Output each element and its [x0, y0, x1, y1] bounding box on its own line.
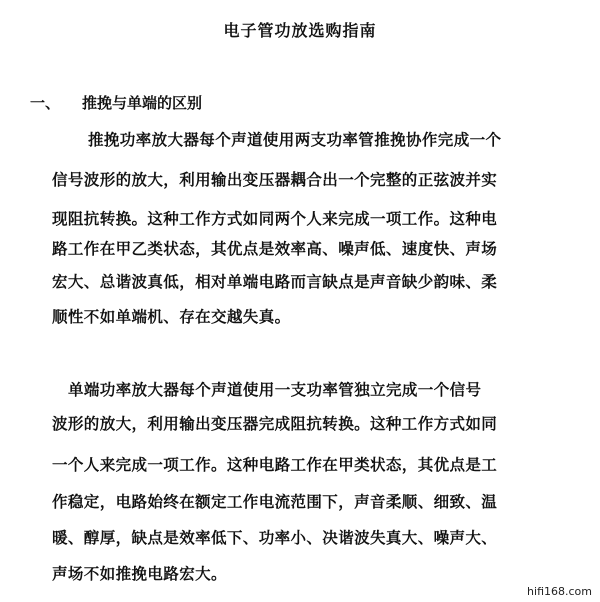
- paragraph-line: 顺性不如单端机、存在交越失真。: [52, 307, 291, 326]
- paragraph-line: 单端功率放大器每个声道使用一支功率管独立完成一个信号: [68, 380, 482, 399]
- paragraph-line: 暖、醇厚，缺点是效率低下、功率小、决谐波失真大、噪声大、: [52, 528, 498, 547]
- section-number: 一、: [30, 94, 61, 112]
- paragraph-line: 信号波形的放大，利用输出变压器耦合出一个完整的正弦波并实: [52, 170, 498, 189]
- paragraph-line: 一个人来完成一项工作。这种电路工作在甲类状态，其优点是工: [52, 455, 498, 474]
- paragraph-line: 现阻抗转换。这种工作方式如同两个人来完成一项工作。这种电: [52, 209, 498, 228]
- paragraph-line: 声场不如推挽电路宏大。: [52, 564, 227, 583]
- section-heading-text: 推挽与单端的区别: [82, 94, 203, 112]
- paragraph-line: 波形的放大，利用输出变压器完成阻抗转换。这种工作方式如同: [52, 414, 498, 433]
- paragraph-line: 作稳定，电路始终在额定工作电流范围下，声音柔顺、细致、温: [52, 492, 498, 511]
- watermark: hifi168.com: [527, 585, 592, 598]
- paragraph-line: 宏大、总谐波真低，相对单端电路而言缺点是声音缺少韵味、柔: [52, 272, 498, 291]
- paragraph-line: 推挽功率放大器每个声道使用两支功率管推挽协作完成一个: [88, 130, 502, 149]
- section-heading: [30, 92, 202, 113]
- paragraph-line: 路工作在甲乙类状态，其优点是效率高、噪声低、速度快、声场: [52, 239, 498, 258]
- document-title: 电子管功放选购指南: [223, 21, 377, 40]
